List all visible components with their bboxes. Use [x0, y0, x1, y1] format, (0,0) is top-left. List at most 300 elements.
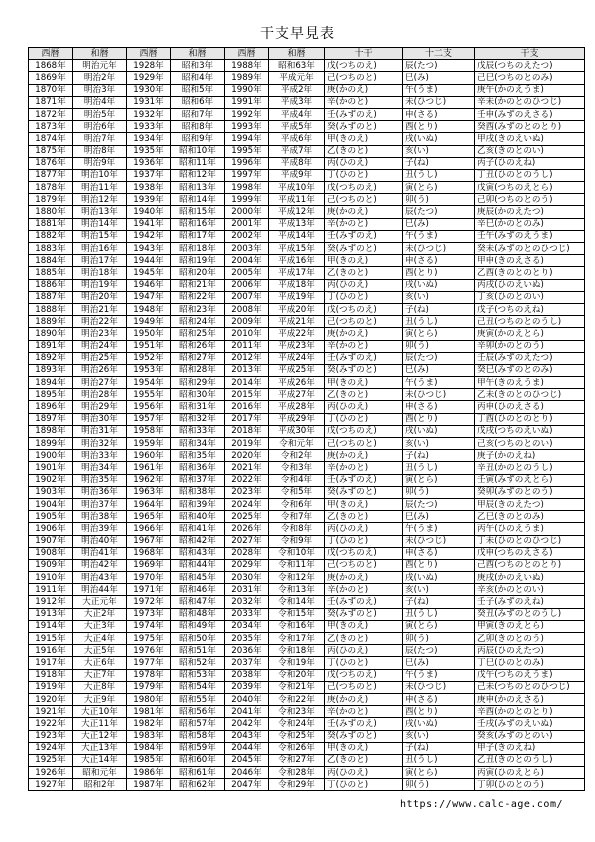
cell-seireki-2: 1929年	[127, 72, 171, 84]
cell-seireki-2: 1933年	[127, 121, 171, 133]
cell-eto: 癸卯(みずのとのう)	[475, 486, 585, 498]
cell-seireki-3: 2016年	[225, 401, 269, 413]
cell-junishi: 酉(とり)	[403, 267, 475, 279]
header-seireki-2: 西暦	[127, 48, 171, 60]
cell-seireki-1: 1872年	[29, 108, 73, 120]
cell-jikkan: 甲(きのえ)	[325, 620, 403, 632]
cell-seireki-3: 1997年	[225, 169, 269, 181]
cell-seireki-3: 2034年	[225, 620, 269, 632]
cell-eto: 辛丑(かのとのうし)	[475, 462, 585, 474]
cell-wareki-1: 明治7年	[73, 133, 127, 145]
cell-wareki-2: 昭和46年	[171, 584, 225, 596]
table-row	[29, 364, 585, 376]
cell-wareki-1: 明治12年	[73, 194, 127, 206]
cell-seireki-2: 1948年	[127, 303, 171, 315]
cell-eto: 乙未(きのとのひつじ)	[475, 389, 585, 401]
cell-jikkan: 甲(きのえ)	[325, 377, 403, 389]
cell-seireki-3: 2026年	[225, 523, 269, 535]
cell-seireki-1: 1912年	[29, 596, 73, 608]
cell-jikkan: 丁(ひのと)	[325, 413, 403, 425]
table-row	[29, 681, 585, 693]
cell-wareki-2: 昭和9年	[171, 133, 225, 145]
cell-seireki-2: 1952年	[127, 352, 171, 364]
cell-seireki-2: 1941年	[127, 218, 171, 230]
cell-seireki-1: 1873年	[29, 121, 73, 133]
cell-seireki-1: 1907年	[29, 535, 73, 547]
cell-wareki-1: 明治8年	[73, 145, 127, 157]
cell-jikkan: 己(つちのと)	[325, 438, 403, 450]
cell-wareki-2: 昭和33年	[171, 425, 225, 437]
cell-wareki-2: 昭和40年	[171, 511, 225, 523]
cell-junishi: 寅(とら)	[403, 474, 475, 486]
cell-seireki-2: 1979年	[127, 681, 171, 693]
cell-wareki-3: 平成23年	[269, 340, 325, 352]
cell-eto: 壬午(みずのえうま)	[475, 230, 585, 242]
cell-jikkan: 丙(ひのえ)	[325, 157, 403, 169]
cell-wareki-2: 昭和3年	[171, 60, 225, 72]
cell-wareki-1: 大正8年	[73, 681, 127, 693]
cell-seireki-1: 1898年	[29, 425, 73, 437]
table-row	[29, 377, 585, 389]
cell-wareki-1: 明治38年	[73, 511, 127, 523]
cell-junishi: 卯(う)	[403, 633, 475, 645]
cell-seireki-2: 1935年	[127, 145, 171, 157]
cell-seireki-3: 2009年	[225, 316, 269, 328]
cell-eto: 乙卯(きのとのう)	[475, 633, 585, 645]
cell-junishi: 丑(うし)	[403, 608, 475, 620]
cell-jikkan: 辛(かのと)	[325, 340, 403, 352]
cell-seireki-3: 2015年	[225, 389, 269, 401]
cell-wareki-3: 平成28年	[269, 401, 325, 413]
cell-seireki-3: 2000年	[225, 206, 269, 218]
table-row	[29, 230, 585, 242]
cell-seireki-2: 1962年	[127, 474, 171, 486]
cell-eto: 甲申(きのえさる)	[475, 255, 585, 267]
cell-seireki-3: 2024年	[225, 498, 269, 510]
cell-eto: 甲午(きのえうま)	[475, 377, 585, 389]
cell-wareki-2: 昭和7年	[171, 108, 225, 120]
cell-seireki-3: 2046年	[225, 767, 269, 779]
cell-seireki-2: 1970年	[127, 572, 171, 584]
cell-seireki-1: 1896年	[29, 401, 73, 413]
cell-wareki-2: 昭和56年	[171, 706, 225, 718]
cell-seireki-3: 2040年	[225, 693, 269, 705]
cell-seireki-1: 1875年	[29, 145, 73, 157]
cell-eto: 己酉(つちのとのとり)	[475, 559, 585, 571]
cell-seireki-3: 1988年	[225, 60, 269, 72]
cell-seireki-3: 1998年	[225, 182, 269, 194]
cell-wareki-3: 令和10年	[269, 547, 325, 559]
cell-wareki-3: 平成12年	[269, 206, 325, 218]
cell-wareki-2: 昭和34年	[171, 438, 225, 450]
cell-seireki-1: 1903年	[29, 486, 73, 498]
cell-seireki-1: 1885年	[29, 267, 73, 279]
cell-wareki-2: 昭和16年	[171, 218, 225, 230]
cell-seireki-3: 2039年	[225, 681, 269, 693]
cell-eto: 甲戌(きのえいぬ)	[475, 133, 585, 145]
cell-wareki-1: 明治14年	[73, 218, 127, 230]
table-row	[29, 742, 585, 754]
table-row	[29, 474, 585, 486]
cell-wareki-3: 令和29年	[269, 779, 325, 791]
cell-seireki-3: 2013年	[225, 364, 269, 376]
cell-seireki-2: 1964年	[127, 498, 171, 510]
table-row	[29, 584, 585, 596]
cell-seireki-1: 1882年	[29, 230, 73, 242]
cell-wareki-2: 昭和11年	[171, 157, 225, 169]
cell-seireki-2: 1983年	[127, 730, 171, 742]
cell-wareki-2: 昭和14年	[171, 194, 225, 206]
table-row	[29, 401, 585, 413]
cell-junishi: 寅(とら)	[403, 328, 475, 340]
cell-eto: 壬申(みずのえさる)	[475, 108, 585, 120]
cell-junishi: 子(ね)	[403, 157, 475, 169]
cell-eto: 癸未(みずのとのひつじ)	[475, 243, 585, 255]
table-row	[29, 767, 585, 779]
cell-eto: 甲子(きのえね)	[475, 742, 585, 754]
cell-wareki-3: 平成8年	[269, 157, 325, 169]
cell-wareki-1: 大正10年	[73, 706, 127, 718]
cell-eto: 己未(つちのとのひつじ)	[475, 681, 585, 693]
cell-eto: 庚午(かのえうま)	[475, 84, 585, 96]
cell-wareki-1: 明治34年	[73, 462, 127, 474]
cell-wareki-3: 平成30年	[269, 425, 325, 437]
cell-eto: 丁卯(ひのとのう)	[475, 779, 585, 791]
table-row	[29, 267, 585, 279]
cell-seireki-1: 1874年	[29, 133, 73, 145]
cell-eto: 戊午(つちのえうま)	[475, 669, 585, 681]
cell-wareki-2: 昭和31年	[171, 401, 225, 413]
table-row	[29, 706, 585, 718]
cell-wareki-1: 明治29年	[73, 401, 127, 413]
cell-wareki-2: 昭和27年	[171, 352, 225, 364]
table-row	[29, 291, 585, 303]
cell-junishi: 戌(いぬ)	[403, 572, 475, 584]
cell-seireki-1: 1918年	[29, 669, 73, 681]
cell-seireki-3: 2018年	[225, 425, 269, 437]
cell-seireki-1: 1902年	[29, 474, 73, 486]
cell-junishi: 卯(う)	[403, 340, 475, 352]
cell-wareki-1: 大正4年	[73, 633, 127, 645]
cell-seireki-2: 1957年	[127, 413, 171, 425]
cell-wareki-3: 平成22年	[269, 328, 325, 340]
cell-seireki-3: 2023年	[225, 486, 269, 498]
cell-seireki-2: 1985年	[127, 754, 171, 766]
table-row	[29, 145, 585, 157]
cell-seireki-1: 1909年	[29, 559, 73, 571]
cell-wareki-1: 大正13年	[73, 742, 127, 754]
header-jikkan: 十干	[325, 48, 403, 60]
cell-wareki-1: 明治39年	[73, 523, 127, 535]
cell-seireki-3: 2006年	[225, 279, 269, 291]
cell-wareki-3: 平成19年	[269, 291, 325, 303]
cell-jikkan: 戊(つちのえ)	[325, 547, 403, 559]
cell-junishi: 寅(とら)	[403, 620, 475, 632]
cell-seireki-3: 2021年	[225, 462, 269, 474]
page-title: 干支早見表	[260, 26, 335, 42]
cell-jikkan: 癸(みずのと)	[325, 121, 403, 133]
cell-wareki-3: 平成元年	[269, 72, 325, 84]
cell-seireki-2: 1945年	[127, 267, 171, 279]
cell-wareki-3: 平成14年	[269, 230, 325, 242]
cell-eto: 庚寅(かのえとら)	[475, 328, 585, 340]
cell-seireki-3: 2043年	[225, 730, 269, 742]
cell-eto: 壬子(みずのえね)	[475, 596, 585, 608]
cell-seireki-2: 1966年	[127, 523, 171, 535]
table-row	[29, 693, 585, 705]
cell-seireki-1: 1921年	[29, 706, 73, 718]
cell-wareki-1: 明治13年	[73, 206, 127, 218]
cell-junishi: 未(ひつじ)	[403, 243, 475, 255]
cell-seireki-1: 1892年	[29, 352, 73, 364]
cell-wareki-2: 昭和52年	[171, 657, 225, 669]
cell-eto: 甲寅(きのえとら)	[475, 620, 585, 632]
cell-jikkan: 丙(ひのえ)	[325, 523, 403, 535]
cell-seireki-3: 2012年	[225, 352, 269, 364]
table-row	[29, 730, 585, 742]
cell-junishi: 未(ひつじ)	[403, 389, 475, 401]
cell-jikkan: 壬(みずのえ)	[325, 474, 403, 486]
cell-wareki-1: 明治26年	[73, 364, 127, 376]
cell-wareki-2: 昭和18年	[171, 243, 225, 255]
cell-wareki-1: 明治37年	[73, 498, 127, 510]
table-row	[29, 340, 585, 352]
cell-seireki-1: 1919年	[29, 681, 73, 693]
cell-eto: 乙亥(きのとのい)	[475, 145, 585, 157]
cell-junishi: 申(さる)	[403, 108, 475, 120]
table-row	[29, 779, 585, 791]
cell-eto: 丁未(ひのとのひつじ)	[475, 535, 585, 547]
cell-eto: 己丑(つちのとのうし)	[475, 316, 585, 328]
cell-wareki-3: 令和15年	[269, 608, 325, 620]
cell-wareki-3: 令和5年	[269, 486, 325, 498]
cell-seireki-3: 2028年	[225, 547, 269, 559]
cell-junishi: 未(ひつじ)	[403, 535, 475, 547]
cell-junishi: 丑(うし)	[403, 754, 475, 766]
table-row	[29, 486, 585, 498]
cell-junishi: 巳(み)	[403, 72, 475, 84]
cell-wareki-1: 明治30年	[73, 413, 127, 425]
cell-jikkan: 癸(みずのと)	[325, 486, 403, 498]
cell-junishi: 子(ね)	[403, 596, 475, 608]
table-row	[29, 462, 585, 474]
cell-wareki-1: 大正5年	[73, 645, 127, 657]
cell-eto: 壬辰(みずのえたつ)	[475, 352, 585, 364]
cell-wareki-3: 昭和63年	[269, 60, 325, 72]
table-row	[29, 633, 585, 645]
cell-jikkan: 戊(つちのえ)	[325, 182, 403, 194]
cell-seireki-3: 2005年	[225, 267, 269, 279]
table-row	[29, 84, 585, 96]
cell-jikkan: 甲(きのえ)	[325, 742, 403, 754]
cell-jikkan: 己(つちのと)	[325, 681, 403, 693]
cell-wareki-3: 平成16年	[269, 255, 325, 267]
cell-wareki-3: 令和6年	[269, 498, 325, 510]
cell-jikkan: 庚(かのえ)	[325, 450, 403, 462]
cell-junishi: 午(うま)	[403, 669, 475, 681]
cell-seireki-1: 1879年	[29, 194, 73, 206]
cell-wareki-1: 大正7年	[73, 669, 127, 681]
cell-wareki-3: 令和21年	[269, 681, 325, 693]
cell-junishi: 酉(とり)	[403, 413, 475, 425]
cell-seireki-1: 1881年	[29, 218, 73, 230]
cell-seireki-3: 2014年	[225, 377, 269, 389]
cell-seireki-1: 1899年	[29, 438, 73, 450]
cell-wareki-1: 明治10年	[73, 169, 127, 181]
cell-wareki-1: 明治27年	[73, 377, 127, 389]
cell-seireki-3: 1995年	[225, 145, 269, 157]
cell-wareki-3: 平成10年	[269, 182, 325, 194]
cell-wareki-1: 明治11年	[73, 182, 127, 194]
cell-jikkan: 丁(ひのと)	[325, 169, 403, 181]
cell-seireki-3: 2037年	[225, 657, 269, 669]
cell-seireki-2: 1953年	[127, 364, 171, 376]
cell-seireki-3: 1991年	[225, 96, 269, 108]
table-row	[29, 620, 585, 632]
header-junishi: 十二支	[403, 48, 475, 60]
cell-wareki-3: 令和11年	[269, 559, 325, 571]
cell-junishi: 午(うま)	[403, 377, 475, 389]
cell-seireki-1: 1916年	[29, 645, 73, 657]
table-row	[29, 596, 585, 608]
cell-seireki-1: 1893年	[29, 364, 73, 376]
cell-seireki-2: 1959年	[127, 438, 171, 450]
cell-wareki-3: 令和25年	[269, 730, 325, 742]
cell-eto: 庚辰(かのえたつ)	[475, 206, 585, 218]
cell-seireki-1: 1914年	[29, 620, 73, 632]
cell-junishi: 酉(とり)	[403, 121, 475, 133]
cell-seireki-1: 1900年	[29, 450, 73, 462]
cell-wareki-3: 令和8年	[269, 523, 325, 535]
cell-seireki-3: 2019年	[225, 438, 269, 450]
cell-seireki-1: 1915年	[29, 633, 73, 645]
cell-wareki-1: 大正3年	[73, 620, 127, 632]
cell-seireki-3: 2007年	[225, 291, 269, 303]
cell-seireki-1: 1901年	[29, 462, 73, 474]
cell-jikkan: 癸(みずのと)	[325, 243, 403, 255]
cell-eto: 丙寅(ひのえとら)	[475, 767, 585, 779]
table-row	[29, 218, 585, 230]
cell-wareki-3: 令和2年	[269, 450, 325, 462]
cell-seireki-3: 1992年	[225, 108, 269, 120]
cell-wareki-3: 令和24年	[269, 718, 325, 730]
header-wareki-3: 和暦	[269, 48, 325, 60]
cell-seireki-3: 2003年	[225, 243, 269, 255]
cell-seireki-3: 2020年	[225, 450, 269, 462]
cell-seireki-2: 1980年	[127, 693, 171, 705]
cell-eto: 己巳(つちのとのみ)	[475, 72, 585, 84]
cell-junishi: 申(さる)	[403, 693, 475, 705]
cell-jikkan: 丁(ひのと)	[325, 779, 403, 791]
cell-wareki-1: 大正12年	[73, 730, 127, 742]
cell-wareki-2: 昭和6年	[171, 96, 225, 108]
cell-seireki-1: 1911年	[29, 584, 73, 596]
cell-wareki-2: 昭和15年	[171, 206, 225, 218]
cell-wareki-1: 昭和2年	[73, 779, 127, 791]
cell-wareki-1: 明治4年	[73, 96, 127, 108]
cell-wareki-2: 昭和17年	[171, 230, 225, 242]
table-row	[29, 279, 585, 291]
table-body	[29, 60, 585, 791]
cell-junishi: 午(うま)	[403, 523, 475, 535]
cell-junishi: 未(ひつじ)	[403, 96, 475, 108]
cell-wareki-1: 明治36年	[73, 486, 127, 498]
cell-jikkan: 乙(きのと)	[325, 145, 403, 157]
cell-eto: 戊寅(つちのえとら)	[475, 182, 585, 194]
cell-seireki-2: 1942年	[127, 230, 171, 242]
cell-junishi: 午(うま)	[403, 84, 475, 96]
cell-wareki-2: 昭和42年	[171, 535, 225, 547]
cell-seireki-3: 2030年	[225, 572, 269, 584]
cell-seireki-3: 2036年	[225, 645, 269, 657]
cell-junishi: 亥(い)	[403, 584, 475, 596]
cell-wareki-3: 令和7年	[269, 511, 325, 523]
cell-seireki-2: 1960年	[127, 450, 171, 462]
table-row	[29, 389, 585, 401]
table-row	[29, 194, 585, 206]
cell-seireki-1: 1889年	[29, 316, 73, 328]
cell-wareki-2: 昭和37年	[171, 474, 225, 486]
table-row	[29, 243, 585, 255]
cell-wareki-2: 昭和4年	[171, 72, 225, 84]
cell-seireki-3: 2031年	[225, 584, 269, 596]
cell-jikkan: 辛(かのと)	[325, 96, 403, 108]
cell-wareki-1: 明治18年	[73, 267, 127, 279]
cell-seireki-2: 1986年	[127, 767, 171, 779]
cell-jikkan: 庚(かのえ)	[325, 328, 403, 340]
table-row	[29, 547, 585, 559]
cell-seireki-1: 1908年	[29, 547, 73, 559]
cell-wareki-1: 大正11年	[73, 718, 127, 730]
cell-wareki-2: 昭和21年	[171, 279, 225, 291]
cell-seireki-1: 1891年	[29, 340, 73, 352]
cell-seireki-2: 1938年	[127, 182, 171, 194]
cell-seireki-2: 1978年	[127, 669, 171, 681]
cell-seireki-1: 1897年	[29, 413, 73, 425]
header-wareki-2: 和暦	[171, 48, 225, 60]
cell-junishi: 卯(う)	[403, 486, 475, 498]
cell-junishi: 卯(う)	[403, 194, 475, 206]
cell-jikkan: 辛(かのと)	[325, 218, 403, 230]
cell-wareki-3: 令和23年	[269, 706, 325, 718]
cell-junishi: 丑(うし)	[403, 316, 475, 328]
cell-wareki-1: 明治6年	[73, 121, 127, 133]
cell-junishi: 辰(たつ)	[403, 60, 475, 72]
cell-wareki-2: 昭和38年	[171, 486, 225, 498]
cell-seireki-3: 2008年	[225, 303, 269, 315]
cell-wareki-2: 昭和26年	[171, 340, 225, 352]
cell-seireki-1: 1910年	[29, 572, 73, 584]
cell-wareki-1: 明治20年	[73, 291, 127, 303]
cell-seireki-3: 2033年	[225, 608, 269, 620]
cell-wareki-2: 昭和32年	[171, 413, 225, 425]
cell-wareki-1: 明治19年	[73, 279, 127, 291]
cell-junishi: 子(ね)	[403, 303, 475, 315]
cell-eto: 庚戌(かのえいぬ)	[475, 572, 585, 584]
cell-seireki-2: 1982年	[127, 718, 171, 730]
cell-jikkan: 己(つちのと)	[325, 72, 403, 84]
cell-wareki-3: 平成7年	[269, 145, 325, 157]
cell-wareki-1: 明治28年	[73, 389, 127, 401]
cell-seireki-1: 1890年	[29, 328, 73, 340]
cell-seireki-1: 1920年	[29, 693, 73, 705]
cell-wareki-1: 明治23年	[73, 328, 127, 340]
cell-seireki-2: 1972年	[127, 596, 171, 608]
cell-wareki-3: 令和元年	[269, 438, 325, 450]
table-row	[29, 535, 585, 547]
header-row	[29, 48, 585, 60]
cell-eto: 戊辰(つちのえたつ)	[475, 60, 585, 72]
